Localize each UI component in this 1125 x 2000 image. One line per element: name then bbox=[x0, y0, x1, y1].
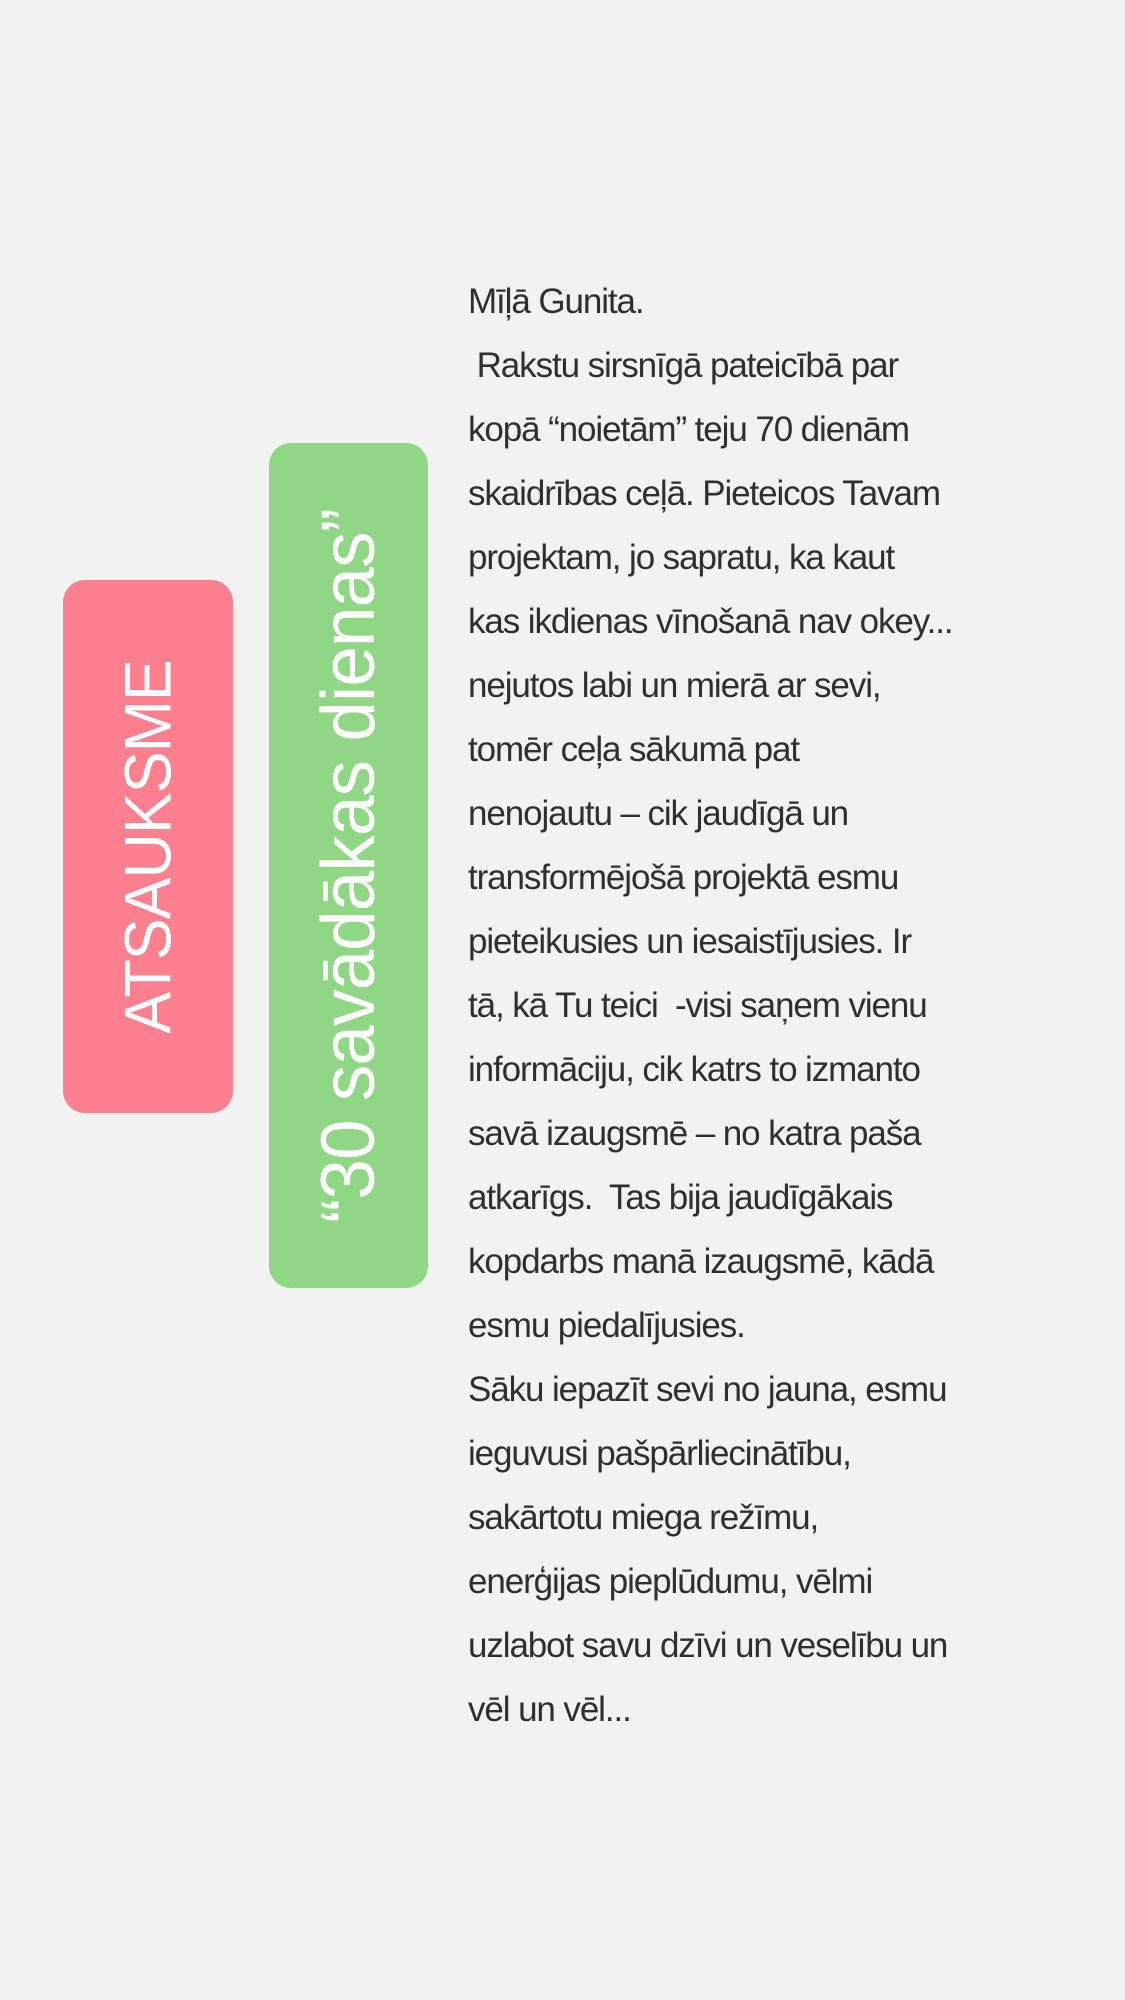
project-title-label: “30 savādākas dienas” bbox=[305, 508, 391, 1223]
testimonial-line: transformējošā projektā esmu bbox=[468, 858, 899, 897]
testimonial-line: Sāku iepazīt sevi no jauna, esmu bbox=[468, 1370, 947, 1409]
testimonial-line: kopdarbs manā izaugsmē, kādā bbox=[468, 1242, 934, 1281]
testimonial-line: kas ikdienas vīnošanā nav okey... bbox=[468, 602, 953, 641]
testimonial-line: ieguvusi pašpārliecinātību, bbox=[468, 1434, 851, 1473]
testimonial-line: nejutos labi un mierā ar sevi, bbox=[468, 666, 881, 705]
testimonial-line: informāciju, cik katrs to izmanto bbox=[468, 1050, 920, 1089]
testimonial-line: tomēr ceļa sākumā pat bbox=[468, 730, 799, 769]
testimonial-line: vēl un vēl... bbox=[468, 1690, 631, 1729]
testimonial-line: tā, kā Tu teici -visi saņem vienu bbox=[468, 986, 927, 1025]
testimonial-line: esmu piedalījusies. bbox=[468, 1306, 745, 1345]
testimonial-line: atkarīgs. Tas bija jaudīgākais bbox=[468, 1178, 893, 1217]
testimonial-text bbox=[468, 270, 1008, 1742]
testimonial-line: sakārtotu miega režīmu, bbox=[468, 1498, 819, 1537]
testimonial-line: uzlabot savu dzīvi un veselību un bbox=[468, 1626, 948, 1665]
testimonial-line: enerģijas pieplūdumu, vēlmi bbox=[468, 1562, 873, 1601]
testimonial-line: projektam, jo sapratu, ka kaut bbox=[468, 538, 895, 577]
testimonial-line: savā izaugsmē – no katra paša bbox=[468, 1114, 921, 1153]
feedback-badge bbox=[63, 580, 233, 1113]
testimonial-line: Rakstu sirsnīgā pateicībā par bbox=[468, 346, 899, 385]
testimonial-line: skaidrības ceļā. Pieteicos Tavam bbox=[468, 474, 940, 513]
feedback-label: ATSAUKSME bbox=[111, 659, 185, 1034]
testimonial-line: pieteikusies un iesaistījusies. Ir bbox=[468, 922, 912, 961]
testimonial-line: Mīļā Gunita. bbox=[468, 282, 644, 321]
project-title-badge bbox=[269, 443, 428, 1288]
testimonial-line: nenojautu – cik jaudīgā un bbox=[468, 794, 849, 833]
testimonial-line: kopā “noietām” teju 70 dienām bbox=[468, 410, 909, 449]
